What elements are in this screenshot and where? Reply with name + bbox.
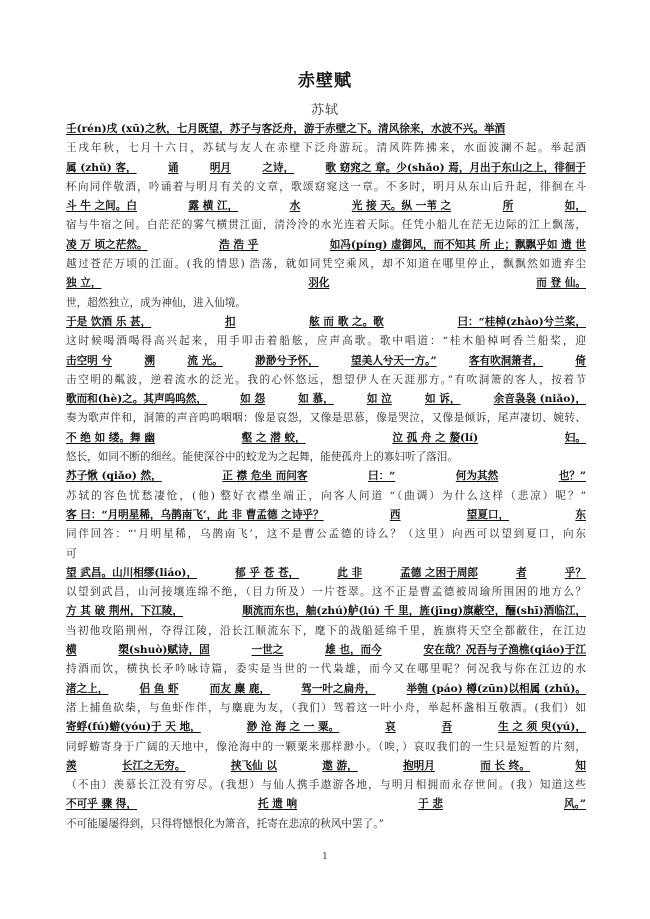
translation-line: 苏轼的容色忧愁凄怆，(他) 整好衣襟坐端正，向客人问道 “（曲调）为什么这样（悲凉）呢？” [66, 489, 586, 502]
original-text-segment: 明月 [209, 161, 232, 174]
original-text-segment: 挟飞仙 以 [230, 759, 277, 772]
translation-line: 越过苍茫万顷的江面。(我的情思) 浩荡，就如同凭空乘风，却不知道在哪里停止，飘飘然如遗弃尘 [66, 258, 586, 271]
original-text-line [66, 564, 586, 583]
original-text-line [66, 467, 586, 486]
translation-line: 王戌年秋，七月十六日，苏轼与友人在赤壁下泛舟游玩。清风阵阵拂来，水面波澜不起。举起酒 [66, 142, 586, 155]
original-text-line [66, 602, 586, 621]
original-text-segment: 而 登 仙。 [536, 277, 586, 290]
original-text-segment: 歌而和(hè)之。其声呜呜然， [66, 393, 207, 406]
original-text-segment: 羽化 [308, 277, 330, 290]
original-text-segment: 不可乎 骤 得， [66, 798, 137, 811]
translation-line: 渚上捕鱼砍柴，与鱼虾作伴，与麋鹿为友，（我们）驾着这一叶小舟，举起杯盏相互敬酒。(我们）如 [66, 701, 586, 714]
original-text-segment: 方 其 破 荆州，下江陵， [66, 605, 184, 618]
original-text-segment: 歌 窈窕之 章。少(shǎo) 焉，月出于东山之上，徘徊于 [325, 161, 586, 174]
original-text-segment: 长江之无穷。 [121, 759, 186, 772]
original-text-segment: 斗 牛 之间。白 [66, 200, 137, 213]
original-text-line [66, 506, 586, 525]
original-text-line [66, 236, 586, 255]
original-text-segment: 遨 游， [322, 759, 358, 772]
original-text-line [66, 390, 586, 409]
original-text-segment: 击空明 兮 [66, 354, 113, 367]
translation-line: 这时候喝酒喝得高兴起来，用手叩击着船舷，应声高歌。歌中唱道：“桂木船棹呵香兰船桨，迎 [66, 335, 586, 348]
page-number: 1 [322, 852, 328, 862]
translation-line: 当初他攻陷荆州，夺得江陵，沿长江顺流东下，麾下的战船延绵千里，旌旗将天空全都蔽住，在江边 [66, 624, 586, 637]
translation-line: 悠长，如同不断的细丝。能使深谷中的蛟龙为之起舞，能使孤舟上的寡妇听了落泪。 [66, 451, 458, 464]
original-text-segment: 所 [502, 200, 514, 213]
original-text-segment: 如 怨 [240, 393, 266, 406]
original-text-line [66, 197, 586, 216]
translation-line: 同伴回答：“‘月明星稀，乌鹊南飞’，这不是曹公孟德的诗么？（这里）向西可以望到夏口，向东 [66, 528, 586, 541]
original-text-segment: 知 [575, 759, 586, 772]
original-text-segment: 何为其然 [455, 470, 499, 483]
original-text-segment: 余音袅袅 (niǎo)， [493, 393, 586, 406]
original-text-segment: 而友 麋 鹿， [209, 682, 271, 695]
original-text-segment: 托 遗 响 [257, 798, 298, 811]
original-text-segment: 安在哉？况吾与子渔樵(qiáo)于江 [423, 644, 586, 657]
original-text-line [66, 429, 586, 448]
original-text-segment: 妇。 [564, 431, 586, 444]
original-text-segment: 吾 [441, 721, 453, 734]
original-text-segment: 于是 饮酒 乐 甚， [66, 315, 152, 328]
original-text-segment: 如 慕， [298, 393, 334, 406]
original-text-segment: 曰：“ [368, 470, 396, 483]
original-text-segment: 东 [575, 508, 586, 521]
original-text-segment: 于 悲 [418, 798, 444, 811]
translation-line: 不可能屡屡得到，只得将憾恨化为箫音，托寄在悲凉的秋风中罢了。” [66, 817, 384, 830]
original-text-segment: 举匏 (páo) 樽(zūn)以相属 (zhǔ)。 [406, 682, 586, 695]
original-text-line [66, 680, 586, 699]
original-text-segment: 也？” [558, 470, 586, 483]
translation-line: 持酒而饮，横执长矛吟咏诗篇，委实是当世的一代枭雄，而今又在哪里呢？何况我与你在江边的水 [66, 663, 586, 676]
original-text-segment: 渺渺兮予怀， [255, 354, 319, 367]
original-text-segment: 驾一叶之扁舟， [301, 682, 376, 695]
original-text-line [66, 757, 586, 776]
translation-line: 世，超然独立，成为神仙，进入仙境。 [66, 296, 247, 309]
original-text-segment: 槊(shuò)赋诗，固 [118, 644, 210, 657]
original-text-segment: 壑 之 潜 蛟， [241, 431, 306, 444]
original-text-segment: 水 [289, 200, 301, 213]
original-text-segment: 独 立， [66, 277, 102, 290]
original-text-segment: 者 [516, 566, 527, 579]
original-text-line [66, 352, 586, 371]
original-text-segment: 孟德 之困于周郎 [400, 566, 479, 579]
original-text-segment: 光 接 天。纵 一苇 之 [351, 200, 452, 213]
original-text-segment: 此 非 [337, 566, 363, 579]
original-text-line [66, 641, 586, 660]
original-text-segment: 舷 而 歌 之。歌 [309, 315, 384, 328]
original-text-segment: 而 长 终。 [480, 759, 530, 772]
original-text-segment: 属 (zhǔ) 客， [66, 161, 137, 174]
original-text-segment: 壬(rén)戌 (xū)之秋，七月既望，苏子与客泛舟，游于赤壁之下。清风徐来，水波不兴。举酒 [66, 123, 506, 135]
original-text-line [66, 313, 586, 332]
original-text-segment: 如冯(píng) 虚御风，而不知其 所 止；飘飘乎如 遗 世 [329, 238, 586, 251]
original-text-segment: 渚之上， [66, 682, 109, 695]
translation-line: 宿与牛宿之间。白茫茫的雾气横贯江面，清泠泠的水光连着天际。任凭小船儿在茫无边际的江上飘荡， [66, 219, 586, 232]
original-text-line [66, 120, 586, 139]
original-text-segment: 诵 [167, 161, 179, 174]
original-text-segment: 泣 孤 舟 之 嫠(lí) [392, 431, 479, 444]
page-title: 赤壁赋 [298, 71, 352, 91]
original-text-segment: 乎？ [564, 566, 586, 579]
original-text-line [66, 159, 586, 178]
original-text-segment: 望 武昌。山川相缪(liáo)， [66, 566, 198, 579]
original-text-line [66, 718, 586, 737]
original-text-segment: 哀 [385, 721, 396, 734]
original-text-segment: 曰：“桂棹(zhào)兮兰桨， [457, 315, 586, 328]
original-text-segment: 倚 [575, 354, 586, 367]
original-text-segment: 望夏口， [466, 508, 510, 521]
original-text-segment: 雄 也，而今 [325, 644, 382, 657]
original-text-segment: 浩 浩 乎 [219, 238, 259, 251]
translation-line: 可 [66, 547, 77, 560]
original-text-segment: 溯 [144, 354, 155, 367]
original-text-segment: 客 曰：“月明星稀，乌鹊南飞’，此 非 曹孟德 之诗乎？ [66, 508, 324, 521]
original-text-segment: 露 横 江， [188, 200, 239, 213]
original-text-segment: 寄蜉(fú)蝣(yóu)于 天 地， [66, 721, 201, 734]
translation-line: 同蜉蝣寄身于广阔的天地中，像沧海中的一颗粟米那样渺小。（唉，）哀叹我们的一生只是短暂的片刻， [66, 740, 586, 753]
original-text-segment: 流 光。 [187, 354, 223, 367]
original-text-segment: 苏子愀 (qiǎo) 然， [66, 470, 162, 483]
original-text-segment: 风。” [564, 798, 586, 811]
original-text-line [66, 795, 586, 814]
original-text-line [66, 274, 586, 293]
original-text-segment: 望美人兮天一方。” [351, 354, 437, 367]
original-text-segment: 一世之 [251, 644, 284, 657]
original-text-segment: 郁 乎 苍 苍， [235, 566, 300, 579]
translation-line: 奏为歌声伴和，洞箫的声音呜呜咽咽：像是哀怨，又像是思慕，像是哭泣，又像是倾诉，尾声凄切、婉转、 [66, 412, 586, 425]
author-name: 苏轼 [310, 103, 339, 118]
translation-line: （不由）羡慕长江没有穷尽。(我想）与仙人携手遨游各地，与明月相拥而永存世间。(我）知道这些 [66, 779, 586, 792]
original-text-segment: 客有吹洞箫者， [468, 354, 544, 367]
translation-line: 击空明的粼波，逆着流水的泛光。我的心怀悠远，想望伊人在天涯那方。”有吹洞箫的客人，按着节 [66, 373, 586, 386]
original-text-segment: 正 襟 危坐 而问客 [222, 470, 308, 483]
original-text-segment: 如 诉， [424, 393, 461, 406]
document-body [66, 120, 586, 834]
original-text-segment: 顺流而东也，舳(zhú)舻(lú) 千 里，旌(jīng)旗蔽空，酾(shī)酒临江， [242, 605, 586, 618]
original-text-segment: 渺 沧 海 之 一 粟。 [246, 721, 340, 734]
original-text-segment: 之诗， [262, 161, 295, 174]
original-text-segment: 羡 [66, 759, 77, 772]
translation-line: 杯向同伴敬酒，吟诵着与明月有关的文章，歌颂窈窕这一章。不多时，明月从东山后升起，徘徊在斗 [66, 180, 586, 193]
original-text-segment: 扣 [224, 315, 236, 328]
original-text-segment: 西 [389, 508, 401, 521]
original-text-segment: 生 之 须 臾(yú)， [498, 721, 586, 734]
original-text-segment: 横 [66, 644, 77, 657]
original-text-segment: 不 绝 如 缕。舞 幽 [66, 431, 155, 444]
original-text-segment: 如， [564, 200, 586, 213]
translation-line: 以望到武昌，山河接壤连绵不绝，（目力所及）一片苍翠。这不正是曹孟德被周瑜所围困的地方么？ [66, 586, 586, 599]
original-text-segment: 侣 鱼 虾 [139, 682, 179, 695]
original-text-segment: 凌 万 顷之茫然。 [66, 238, 148, 251]
original-text-segment: 如 泣 [366, 393, 392, 406]
original-text-segment: 抱明月 [403, 759, 435, 772]
